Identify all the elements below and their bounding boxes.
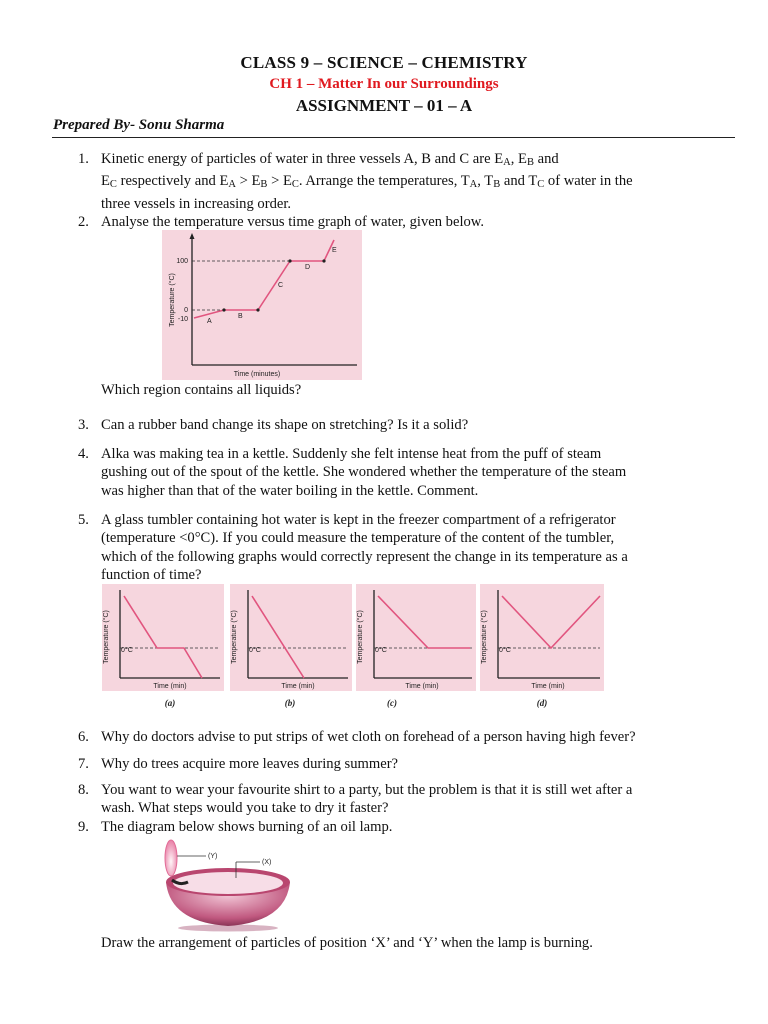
q1-line-3: three vessels in increasing order. xyxy=(101,195,292,212)
tick-minus-10: -10 xyxy=(177,316,188,323)
region-e: E xyxy=(332,247,337,254)
chapter-title: CH 1 – Matter In our Surroundings xyxy=(269,76,499,92)
graph-a-xlabel: Time (min) xyxy=(153,683,187,690)
q5-line-1: A glass tumbler containing hot water is kept in the freezer compartment of a refrigerator xyxy=(101,512,616,528)
q4-line-3: was higher than that of the water boiling in the kettle. Comment. xyxy=(101,482,479,499)
graph-b-ylabel: Temperature (°C) xyxy=(231,610,238,664)
q1-line-2: $E_C$ respectively and $E_A > E_B > E_C$. Arrange the temperatures, $T_A$, $T_B$ and $T_C$ of water in the xyxy=(101,173,633,191)
q1-line-1: Kinetic energy of particles of water in three vessels A, B and C are $E_A$, $E_B$ and xyxy=(101,151,559,168)
question-text xyxy=(101,511,731,584)
question-number: 7. xyxy=(78,756,89,772)
graph-option-a xyxy=(102,584,224,708)
q8-line-2: wash. What steps would you take to dry it faster? xyxy=(101,800,389,817)
question-number: 3. xyxy=(78,417,89,433)
question-number: 2. xyxy=(78,214,89,230)
question-text xyxy=(101,150,731,213)
graph-d-ylabel: Temperature (°C) xyxy=(481,610,488,664)
region-d: D xyxy=(305,264,311,271)
graph-c-xlabel: Time (min) xyxy=(405,683,439,690)
region-a: A xyxy=(207,318,212,325)
question-text: Can a rubber band change its shape on stretching? Is it a solid? xyxy=(101,417,469,433)
graph-b-xlabel: Time (min) xyxy=(281,683,315,690)
point-de xyxy=(322,259,325,262)
region-b: B xyxy=(238,313,243,320)
temperature-graphs-options xyxy=(100,582,610,712)
point-bc xyxy=(256,308,259,311)
prepared-by: Prepared By- Sonu Sharma xyxy=(53,117,225,133)
graph-a-zero: 0°C xyxy=(121,647,133,654)
header-divider xyxy=(52,137,735,138)
q4-line-1: Alka was making tea in a kettle. Suddenly she felt intense heat from the puff of steam xyxy=(101,446,602,462)
q8-line-1: You want to wear your favourite shirt to a party, but the problem is that it is still wet after a xyxy=(101,782,633,798)
graph-c-zero: 0°C xyxy=(375,647,387,654)
question-text: Analyse the temperature versus time graph of water, given below. xyxy=(101,214,485,230)
lamp-flame xyxy=(165,840,177,876)
question-text xyxy=(101,781,731,818)
caption-d: (d) xyxy=(536,698,548,708)
graph-option-d xyxy=(480,584,604,708)
q5-line-4: function of time? xyxy=(101,566,202,583)
question-text: The diagram below shows burning of an oil lamp. xyxy=(101,819,393,835)
label-y: (Y) xyxy=(208,853,218,860)
caption-a: (a) xyxy=(164,698,176,708)
point-cd xyxy=(288,259,291,262)
q4-line-2: gushing out of the spout of the kettle. She wondered whether the temperature of the steam xyxy=(101,464,627,481)
question-followup: Draw the arrangement of particles of position ‘X’ and ‘Y’ when the lamp is burning. xyxy=(101,935,593,951)
graph-option-c xyxy=(356,584,476,708)
question-text: Why do trees acquire more leaves during summer? xyxy=(101,756,399,772)
q5-line-3: which of the following graphs would correctly represent the change in its temperature as a xyxy=(101,548,628,565)
graph-d-xlabel: Time (min) xyxy=(531,683,565,690)
question-text: Why do doctors advise to put strips of wet cloth on forehead of a person having high fever? xyxy=(101,729,636,745)
caption-b: (b) xyxy=(284,698,296,708)
question-number: 5. xyxy=(78,512,89,528)
question-number: 4. xyxy=(78,446,89,462)
y-axis-label: Temperature (°C) xyxy=(169,273,176,327)
question-number: 8. xyxy=(78,782,89,798)
oil-lamp-diagram xyxy=(158,836,298,932)
question-number: 9. xyxy=(78,819,89,835)
label-x: (X) xyxy=(262,859,272,866)
page-title: CLASS 9 – SCIENCE – CHEMISTRY xyxy=(240,53,528,72)
x-axis-label: Time (minutes) xyxy=(233,371,281,378)
tick-0: 0 xyxy=(184,307,188,314)
tick-100: 100 xyxy=(176,258,188,265)
question-text xyxy=(101,445,731,500)
caption-c: (c) xyxy=(387,698,397,708)
graph-a-ylabel: Temperature (°C) xyxy=(103,610,110,664)
graph-option-b xyxy=(230,584,352,708)
region-c: C xyxy=(278,282,284,289)
question-followup: Which region contains all liquids? xyxy=(101,382,302,398)
point-ab xyxy=(222,308,225,311)
graph-c-ylabel: Temperature (°C) xyxy=(357,610,364,664)
question-number: 1. xyxy=(78,151,89,167)
temperature-time-graph xyxy=(162,230,362,380)
lamp-oil xyxy=(173,872,283,894)
graph-b-zero: 0°C xyxy=(249,647,261,654)
question-number: 6. xyxy=(78,729,89,745)
graph-d-zero: 0°C xyxy=(499,647,511,654)
assignment-title: ASSIGNMENT – 01 – A xyxy=(295,96,473,115)
q5-line-2: (temperature <0°C). If you could measure the temperature of the content of the tumbler, xyxy=(101,530,615,547)
